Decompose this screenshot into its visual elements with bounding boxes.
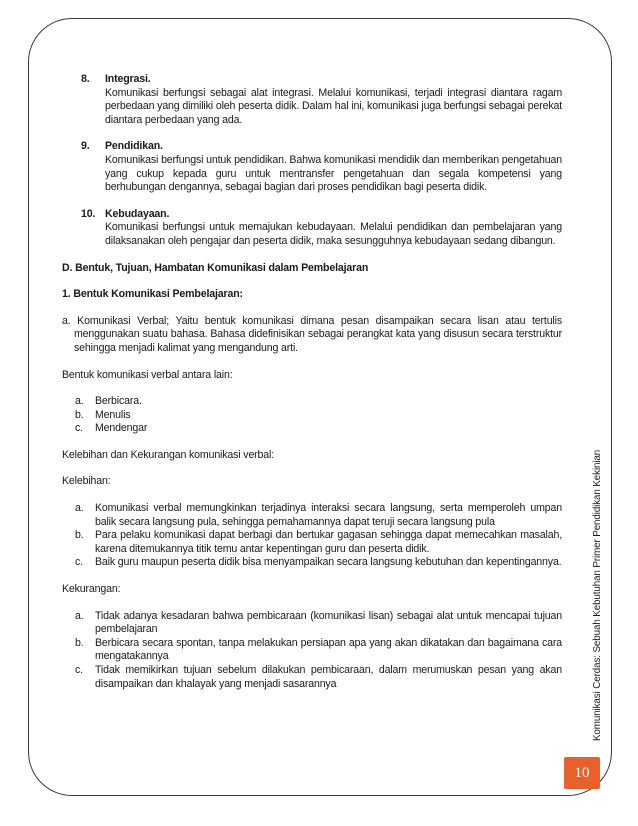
item-text: Komunikasi berfungsi untuk pendidikan. Bahwa komunikasi mendidik dan memberikan pengetahuan yang cukup kepada guru untuk mentransfer pengetahuan dan segala kompetensi yang berhubungan dengannya, sebagai bagian dari proses pendidikan bagi peserta didik.: [105, 153, 562, 194]
list-item: [62, 664, 562, 691]
list-text: Berbicara.: [95, 395, 142, 408]
item-number: 10.: [81, 207, 96, 220]
list-label: a.: [75, 502, 84, 515]
item-title: Kebudayaan.: [105, 207, 170, 220]
list-item: [62, 422, 562, 436]
item-text: Komunikasi berfungsi sebagai alat integrasi. Melalui komunikasi, terjadi integrasi diantara ragam perbedaan yang dimiliki oleh peserta didik. Dalam hal ini, komunikasi juga berfungsi sebagai perekat diantara perbedaan yang ada.: [105, 86, 562, 126]
list-label: b.: [75, 529, 84, 542]
verbal-paragraph: a. Komunikasi Verbal; Yaitu bentuk komunikasi dimana pesan disampaikan secara lisan atau tertulis menggunakan suatu bahasa. Bahasa didefinisikan sebagai perangkat kata yang disusun secara terstruktur sehingga menjadi kalimat yang mengandung arti.: [62, 314, 562, 354]
list-label: a.: [75, 395, 84, 408]
forms-list: [62, 395, 562, 436]
numbered-item: [62, 140, 562, 194]
list-item: [62, 610, 562, 637]
numbered-item: [62, 73, 562, 127]
numbered-item: [62, 208, 562, 249]
list-item: [62, 395, 562, 409]
advantages-list: [62, 502, 562, 570]
list-text: Menulis: [95, 408, 131, 421]
list-text: Komunikasi verbal memungkinkan terjadinya interaksi secara langsung, serta memperoleh umpan balik secara langsung pula, sehingga pemahamannya dapat teruji secara langsung pula: [95, 502, 562, 528]
section-heading: D. Bentuk, Tujuan, Hambatan Komunikasi dalam Pembelajaran: [62, 261, 369, 274]
page-number-badge: 10: [564, 757, 600, 789]
advantages-heading: Kelebihan:: [62, 475, 111, 488]
list-item: [62, 502, 562, 529]
list-label: c.: [75, 556, 83, 569]
list-text: Tidak memikirkan tujuan sebelum dilakukan pembicaraan, dalam merumuskan pesan yang akan disampaikan dan khalayak yang menjadi sasarannya: [95, 664, 562, 690]
pros-cons-intro: Kelebihan dan Kekurangan komunikasi verbal:: [62, 448, 275, 461]
list-label: b.: [75, 408, 84, 421]
disadvantages-heading: Kekurangan:: [62, 583, 121, 596]
forms-intro: Bentuk komunikasi verbal antara lain:: [62, 368, 233, 381]
list-text: Tidak adanya kesadaran bahwa pembicaraan (komunikasi lisan) sebagai alat untuk mencapai tujuan pembelajaran: [95, 609, 562, 636]
item-title: Integrasi.: [105, 73, 151, 85]
list-text: Para pelaku komunikasi dapat berbagi dan bertukar gagasan sehingga dapat memecahkan masalah, karena ditemukannya titik temu antar kepentingan guru dan peserta didik.: [95, 529, 562, 555]
disadvantages-list: [62, 610, 562, 692]
item-title: Pendidikan.: [105, 140, 163, 153]
list-text: Baik guru maupun peserta didik bisa menyampaikan secara langsung kebutuhan dan kepentingannya.: [95, 556, 562, 569]
list-text: Berbicara secara spontan, tanpa melakukan persiapan apa yang akan dikatakan dan bagaimana cara mengatakannya: [95, 636, 562, 663]
list-label: c.: [75, 422, 83, 435]
page-content: [62, 73, 562, 704]
list-label: b.: [75, 636, 84, 649]
item-number: 9.: [81, 140, 90, 153]
list-label: a.: [75, 609, 84, 622]
list-text: Mendengar: [95, 422, 148, 435]
subsection-heading: 1. Bentuk Komunikasi Pembelajaran:: [62, 288, 243, 301]
list-item: [62, 556, 562, 570]
list-item: [62, 409, 562, 423]
side-running-title: Komunikasi Cerdas: Sebuah Kebutuhan Primer Pendidikan Kekinian: [592, 449, 603, 741]
item-text: Komunikasi berfungsi untuk memajukan kebudayaan. Melalui pendidikan dan pembelajaran yang dilaksanakan oleh pengajar dan peserta didik, maka sesungguhnya kebudayaan sedang dibangun.: [105, 221, 562, 247]
item-number: 8.: [81, 73, 90, 85]
list-label: c.: [75, 664, 83, 676]
list-item: [62, 637, 562, 664]
list-item: [62, 529, 562, 556]
